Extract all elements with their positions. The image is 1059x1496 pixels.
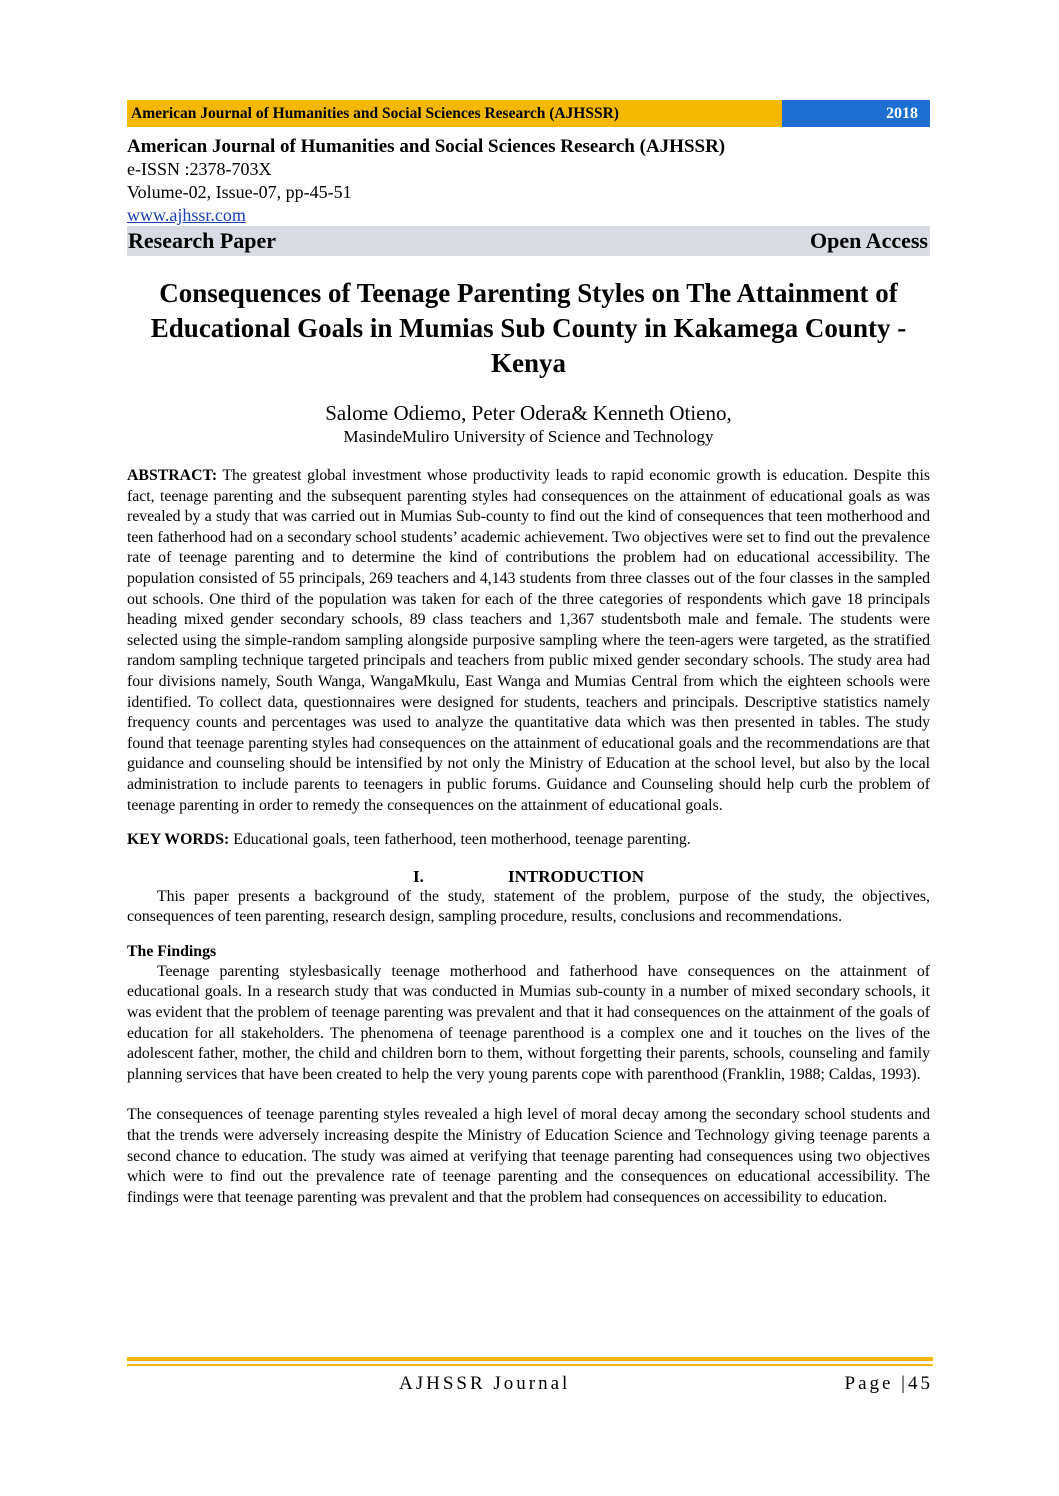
article-type-banner (127, 226, 930, 256)
paper-title: Consequences of Teenage Parenting Styles on The Attainment of Educational Goals in Mumias Sub County in Kakamega County - Kenya (150, 278, 907, 378)
running-header (127, 100, 930, 127)
header-year: 2018 (782, 100, 930, 127)
findings-paragraph-1: Teenage parenting stylesbasically teenage motherhood and fatherhood have consequences on the attainment of educational goals. In a research study that was conducted in Mumias sub-county in a number of mixed secondary schools, it was evident that the problem of teenage parenting was prevalent and that it had consequences on the attainment of the goals of education for all stakeholders. The phenomena of teenage parenthood is a complex one and it touches on the lives of the adolescent father, mother, the child and children born to them, without forgetting their parents, schools, counseling and family planning services that have been created to help the very young parents cope with parenthood (Franklin, 1988; Caldas, 1993). (127, 962, 930, 1083)
journal-issn: e-ISSN :2378-703X (127, 159, 272, 179)
footer-rule-thin (127, 1364, 933, 1366)
abstract-text: The greatest global investment whose productivity leads to rapid economic growth is education. Despite this fact, teenage parenting and the subsequent parenting styles had consequences on the attainment of educational goals as was revealed by a study that was carried out in Mumias Sub-county to find out the kind of consequences that teen motherhood and teen fatherhood had on a secondary school students’ academic achievement. Two objectives were set to find out the prevalence rate of teenage parenting and to determine the kind of contributions the problem had on educational accessibility. The population consisted of 55 principals, 269 teachers and 4,143 students from three classes out of the four classes in the sampled out schools. One third of the population was taken for each of the three categories of respondents which gave 18 principals heading mixed gender secondary schools, 89 class teachers and 1,367 studentsboth male and female. The students were selected using the simple-random sampling alongside purposive sampling where the teen-agers were targeted, as the stratified random sampling technique targeted principals and teachers from public mixed gender secondary schools. The study area had four divisions namely, South Wanga, WangaMkulu, East Wanga and Mumias Central from which the eighteen schools were identified. To collect data, questionnaires were designed for students, teachers and principals. Descriptive statistics namely frequency counts and percentages was used to analyze the quantitative data which was then presented in tables. The study found that teenage parenting styles had consequences on the attainment of educational goals and the recommendations are that guidance and counseling should be intensified by not only the Ministry of Education at the school level, but also by the local administration to include parents to teenagers in public forums. Guidance and Counseling should help curb the problem of teenage parenting in order to remedy the consequences on the attainment of educational goals. (127, 467, 930, 814)
page-content (127, 100, 930, 1208)
paper-authors: Salome Odiemo, Peter Odera& Kenneth Otieno, (325, 401, 732, 425)
access-type: Open Access (810, 228, 928, 253)
journal-volume: Volume-02, Issue-07, pp-45-51 (127, 182, 352, 202)
journal-name: American Journal of Humanities and Social Sciences Research (AJHSSR) (127, 136, 726, 157)
keywords (127, 830, 930, 851)
section-heading-introduction (127, 867, 930, 887)
header-journal-name: American Journal of Humanities and Social Sciences Research (AJHSSR) (127, 100, 782, 127)
footer-journal: AJHSSR Journal (399, 1373, 571, 1394)
findings-paragraph-2: The consequences of teenage parenting styles revealed a high level of moral decay among the secondary school students and that the trends were adversely increasing despite the Ministry of Education Science and Technology giving teenage parents a second chance to education. The study was aimed at verifying that teenage parenting had consequences using two objectives which were to find out the prevalence rate of teenage parenting and the consequences on educational accessibility. The findings were that teenage parenting was prevalent and that the problem had consequences on accessibility to education. (127, 1106, 930, 1206)
section-title: INTRODUCTION (507, 866, 645, 886)
keywords-text: Educational goals, teen fatherhood, teen motherhood, teenage parenting. (233, 831, 691, 849)
footer-rule (127, 1357, 933, 1366)
keywords-label: KEY WORDS: (127, 831, 230, 849)
author-affiliation: MasindeMuliro University of Science and Technology (343, 427, 714, 446)
journal-website-link[interactable]: www.ajhssr.com (127, 205, 246, 225)
introduction-paragraph: This paper presents a background of the study, statement of the problem, purpose of the study, the objectives, consequences of teen parenting, research design, sampling procedure, results, conclusions and recommendations. (127, 887, 930, 926)
article-type: Research Paper (128, 228, 277, 253)
abstract (127, 466, 930, 816)
footer-page-number: Page |45 (844, 1373, 933, 1394)
subsection-heading-findings: The Findings (127, 942, 217, 960)
section-number: I. (412, 866, 424, 886)
footer-rule-thick (127, 1357, 933, 1361)
abstract-label: ABSTRACT: (127, 467, 218, 484)
page-footer (127, 1373, 933, 1395)
